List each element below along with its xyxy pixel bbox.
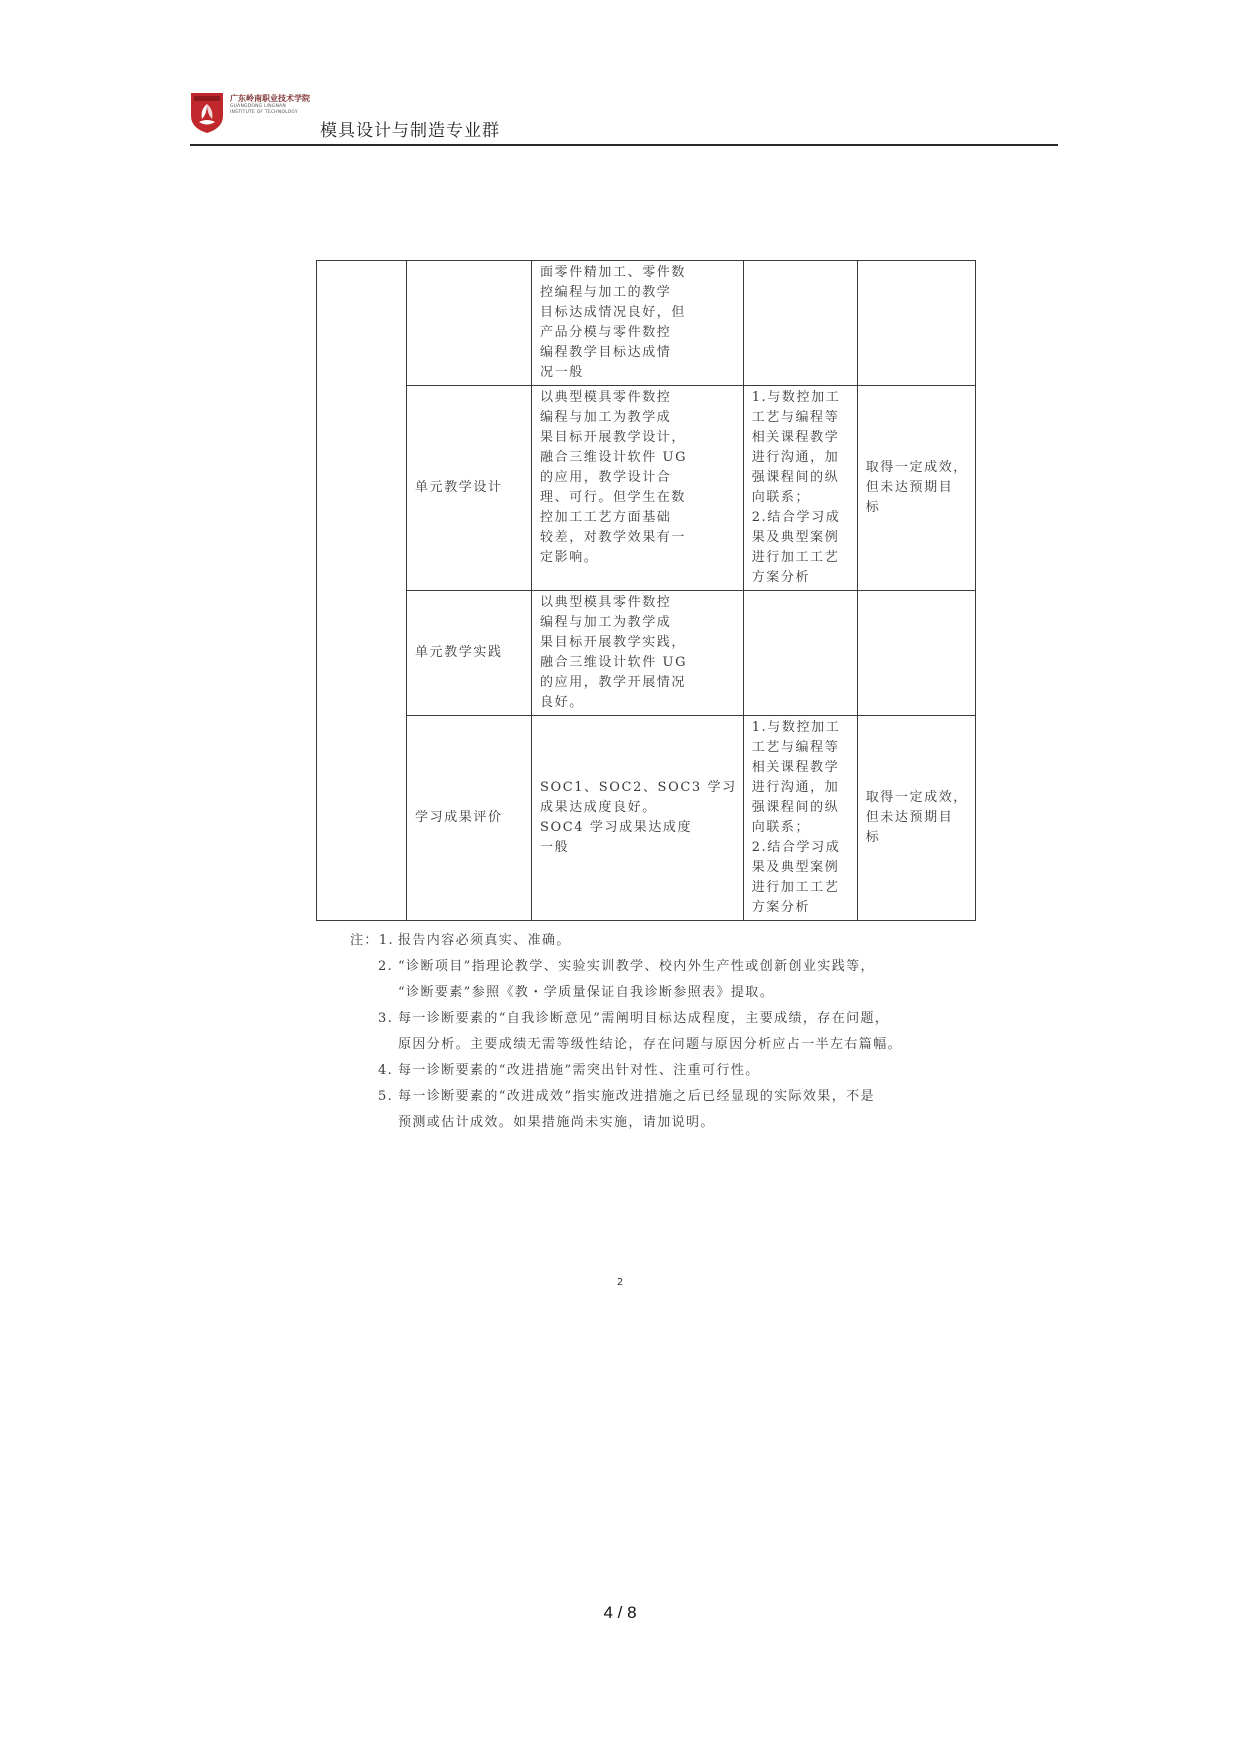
item-cell: 单元教学设计 bbox=[407, 386, 532, 591]
effect-cell bbox=[857, 716, 975, 921]
item-cell bbox=[407, 261, 532, 386]
opinion-cell bbox=[532, 261, 744, 386]
text-line: 进行沟通，加 bbox=[751, 780, 840, 795]
school-name-cn: 广东岭南职业技术学院 bbox=[230, 94, 310, 103]
note-prefix bbox=[350, 928, 394, 954]
note-text: 预测或估计成效。如果措施尚未实施，请加说明。 bbox=[398, 1115, 715, 1130]
note-number: 4. bbox=[378, 1063, 394, 1078]
text-line: 向联系； bbox=[751, 820, 811, 835]
text-line: 2.结合学习成 bbox=[751, 510, 841, 525]
text-line: 况一般 bbox=[540, 365, 584, 380]
text-line: 的应用，教学设计合 bbox=[540, 470, 672, 485]
notes-section bbox=[350, 928, 930, 1136]
effect-cell bbox=[857, 261, 975, 386]
text-line: SOC4 学习成果达成度 bbox=[540, 820, 693, 835]
text-line: 控编程与加工的教学 bbox=[540, 285, 672, 300]
text-line: 向联系； bbox=[751, 490, 811, 505]
text-line: 编程与加工为教学成 bbox=[540, 410, 672, 425]
note-number: 3. bbox=[378, 1011, 394, 1026]
measures-cell bbox=[743, 716, 857, 921]
note-prefix-label: 注： bbox=[350, 933, 379, 948]
note-item bbox=[350, 1058, 930, 1084]
text-line: 融合三维设计软件 UG bbox=[540, 655, 688, 670]
note-text: 报告内容必须真实、准确。 bbox=[398, 933, 571, 948]
text-line: 1.与数控加工 bbox=[751, 720, 841, 735]
text-line: 目标达成情况良好，但 bbox=[540, 305, 687, 320]
text-line: 以典型模具零件数控 bbox=[540, 390, 672, 405]
text-line: 定影响。 bbox=[540, 550, 599, 565]
text-line: 相关课程教学 bbox=[751, 430, 840, 445]
note-number: 1. bbox=[378, 933, 395, 948]
table-row bbox=[317, 591, 976, 716]
note-number: 2. bbox=[378, 959, 394, 974]
text-line: 1.与数控加工 bbox=[751, 390, 841, 405]
text-line: 进行加工工艺 bbox=[751, 880, 840, 895]
text-line: 取得一定成效， bbox=[865, 460, 968, 475]
note-text: “诊断要素”参照《教・学质量保证自我诊断参照表》提取。 bbox=[398, 985, 775, 1000]
table-row bbox=[317, 261, 976, 386]
text-line: 方案分析 bbox=[751, 570, 811, 585]
note-text: 每一诊断要素的“自我诊断意见”需阐明目标达成程度，主要成绩，存在问题， bbox=[398, 1011, 890, 1026]
text-line: 果及典型案例 bbox=[751, 860, 840, 875]
text-line: 进行加工工艺 bbox=[751, 550, 840, 565]
school-logo-icon bbox=[190, 92, 224, 134]
note-text: 原因分析。主要成绩无需等级性结论，存在问题与原因分析应占一半左右篇幅。 bbox=[398, 1037, 903, 1052]
text-line: 工艺与编程等 bbox=[751, 410, 840, 425]
school-name bbox=[230, 94, 310, 116]
inner-page-number: 2 bbox=[616, 1277, 624, 1288]
text-line: 编程教学目标达成情 bbox=[540, 345, 672, 360]
measures-cell bbox=[743, 386, 857, 591]
text-line: 果及典型案例 bbox=[751, 530, 840, 545]
text-line: 但未达预期目 bbox=[865, 810, 954, 825]
note-item bbox=[350, 928, 930, 954]
text-line: 面零件精加工、零件数 bbox=[540, 265, 687, 280]
page-number: 4 / 8 bbox=[603, 1603, 637, 1622]
text-line: 控加工工艺方面基础 bbox=[540, 510, 672, 525]
note-text: “诊断项目”指理论教学、实验实训教学、校内外生产性或创新创业实践等， bbox=[398, 959, 875, 974]
text-line: 方案分析 bbox=[751, 900, 811, 915]
text-line: 进行沟通，加 bbox=[751, 450, 840, 465]
text-line: 编程与加工为教学成 bbox=[540, 615, 672, 630]
text-line: 2.结合学习成 bbox=[751, 840, 841, 855]
text-line: 理、可行。但学生在数 bbox=[540, 490, 687, 505]
text-line: 工艺与编程等 bbox=[751, 740, 840, 755]
note-item bbox=[350, 1084, 930, 1136]
header-title: 模具设计与制造专业群 bbox=[320, 121, 500, 140]
text-line: 取得一定成效， bbox=[865, 790, 968, 805]
note-number: 5. bbox=[378, 1089, 394, 1104]
note-text: 每一诊断要素的“改进措施”需突出针对性、注重可行性。 bbox=[398, 1063, 760, 1078]
school-name-en-1: GUANGDONG LINGNAN bbox=[230, 104, 286, 109]
text-line: 但未达预期目 bbox=[865, 480, 954, 495]
text-line: 的应用，教学开展情况 bbox=[540, 675, 687, 690]
effect-cell bbox=[857, 591, 975, 716]
note-item bbox=[350, 1006, 930, 1058]
text-line: 强课程间的纵 bbox=[751, 800, 840, 815]
text-line: SOC1、SOC2、SOC3 学习 bbox=[540, 780, 737, 795]
note-item bbox=[350, 954, 930, 1006]
school-name-en-2: INSTITUTE OF TECHNOLOGY bbox=[230, 110, 298, 115]
text-line: 果目标开展教学设计， bbox=[540, 430, 687, 445]
diagnosis-table bbox=[316, 260, 976, 921]
table-row bbox=[317, 716, 976, 921]
text-line: 标 bbox=[865, 500, 881, 515]
item-cell: 学习成果评价 bbox=[407, 716, 532, 921]
text-line: 成果达成度良好。 bbox=[540, 800, 657, 815]
opinion-cell bbox=[532, 716, 744, 921]
text-line: 良好。 bbox=[540, 695, 584, 710]
text-line: 强课程间的纵 bbox=[751, 470, 840, 485]
text-line: 较差，对教学效果有一 bbox=[540, 530, 687, 545]
opinion-cell bbox=[532, 386, 744, 591]
table-row bbox=[317, 386, 976, 591]
text-line: 以典型模具零件数控 bbox=[540, 595, 672, 610]
note-text: 每一诊断要素的“改进成效”指实施改进措施之后已经显现的实际效果，不是 bbox=[398, 1089, 875, 1104]
text-line: 相关课程教学 bbox=[751, 760, 840, 775]
text-line: 一般 bbox=[540, 840, 570, 855]
text-line: 产品分模与零件数控 bbox=[540, 325, 672, 340]
page-header bbox=[190, 92, 1058, 146]
effect-cell bbox=[857, 386, 975, 591]
text-line: 融合三维设计软件 UG bbox=[540, 450, 688, 465]
opinion-cell bbox=[532, 591, 744, 716]
text-line: 果目标开展教学实践， bbox=[540, 635, 687, 650]
item-cell: 单元教学实践 bbox=[407, 591, 532, 716]
text-line: 标 bbox=[865, 830, 881, 845]
project-cell bbox=[317, 261, 407, 921]
measures-cell bbox=[743, 591, 857, 716]
measures-cell bbox=[743, 261, 857, 386]
